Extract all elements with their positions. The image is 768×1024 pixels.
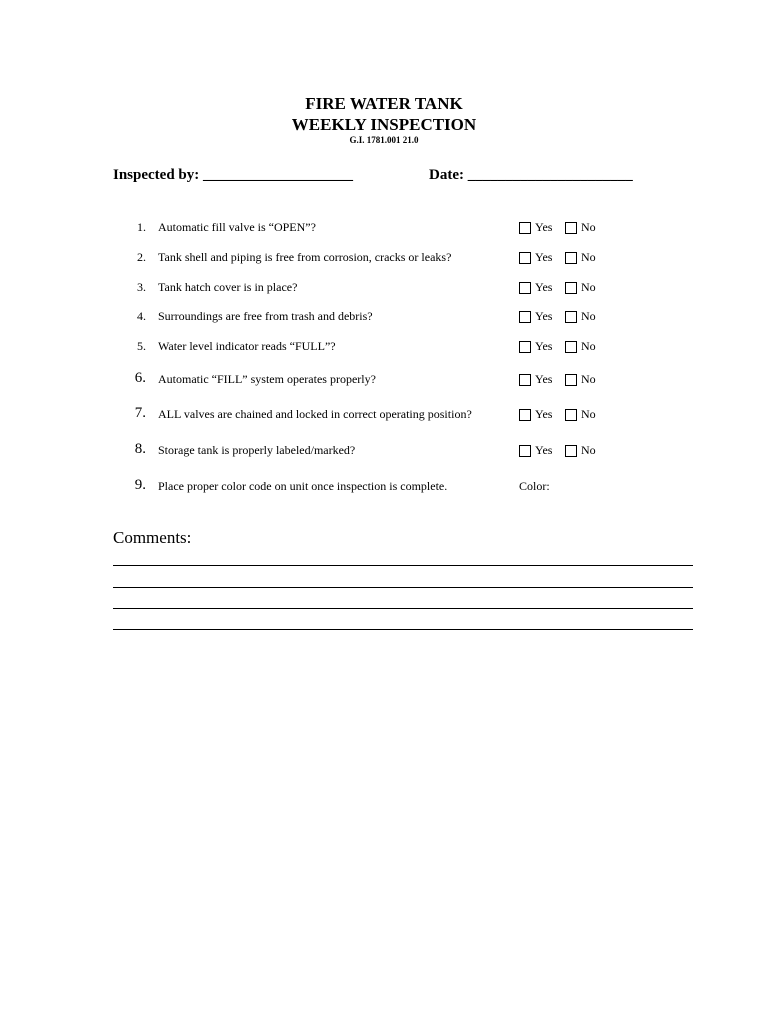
no-label: No (581, 443, 596, 457)
yes-checkbox[interactable] (519, 311, 531, 323)
color-label: Color: (519, 479, 550, 493)
question-text: ALL valves are chained and locked in correct operating position? (158, 407, 472, 421)
no-option[interactable] (565, 280, 596, 295)
form-title-line2: WEEKLY INSPECTION (291, 115, 477, 134)
comment-line[interactable] (113, 629, 693, 630)
comments-label: Comments: (113, 528, 192, 547)
form-title-line1: FIRE WATER TANK (305, 94, 463, 113)
yes-option[interactable] (519, 309, 552, 324)
yes-label: Yes (535, 372, 553, 386)
yes-option[interactable] (519, 407, 552, 422)
question-row-1 (0, 220, 768, 244)
no-label: No (581, 280, 596, 294)
no-option[interactable] (565, 407, 596, 422)
no-option[interactable] (565, 250, 596, 265)
yes-label: Yes (535, 250, 553, 264)
yes-option[interactable] (519, 250, 552, 265)
question-text: Place proper color code on unit once inspection is complete. (158, 479, 448, 493)
yes-checkbox[interactable] (519, 222, 531, 234)
yes-checkbox[interactable] (519, 374, 531, 386)
question-row-6 (0, 372, 768, 396)
question-text: Automatic fill valve is “OPEN”? (158, 220, 316, 234)
question-row-3 (0, 280, 768, 304)
date-field[interactable]: Date: ______________________ (429, 167, 633, 183)
question-number: 5. (137, 339, 146, 353)
no-checkbox[interactable] (565, 282, 577, 294)
question-number: 1. (137, 220, 146, 234)
question-number: 7. (134, 405, 146, 421)
question-number: 6. (134, 370, 146, 386)
no-label: No (581, 407, 596, 421)
comment-line[interactable] (113, 608, 693, 609)
question-row-8 (0, 443, 768, 467)
yes-label: Yes (535, 309, 553, 323)
no-option[interactable] (565, 339, 596, 354)
yes-option[interactable] (519, 280, 552, 295)
no-option[interactable] (565, 309, 596, 324)
yes-label: Yes (535, 443, 553, 457)
comment-line[interactable] (113, 565, 693, 566)
question-text: Surroundings are free from trash and debris? (158, 309, 373, 323)
no-checkbox[interactable] (565, 341, 577, 353)
question-number: 3. (137, 280, 146, 294)
question-row-7 (0, 407, 768, 431)
no-checkbox[interactable] (565, 311, 577, 323)
no-label: No (581, 309, 596, 323)
question-number: 9. (134, 477, 146, 493)
document-number: G.I. 1781.001 21.0 (349, 135, 419, 145)
yes-option[interactable] (519, 372, 552, 387)
no-option[interactable] (565, 372, 596, 387)
no-label: No (581, 250, 596, 264)
question-number: 2. (137, 250, 146, 264)
no-label: No (581, 220, 596, 234)
yes-checkbox[interactable] (519, 409, 531, 421)
question-text: Water level indicator reads “FULL”? (158, 339, 336, 353)
no-checkbox[interactable] (565, 374, 577, 386)
no-checkbox[interactable] (565, 445, 577, 457)
question-text: Tank shell and piping is free from corrosion, cracks or leaks? (158, 250, 452, 264)
question-row-9 (0, 479, 768, 503)
question-text: Tank hatch cover is in place? (158, 280, 298, 294)
question-row-5 (0, 339, 768, 363)
yes-checkbox[interactable] (519, 252, 531, 264)
question-text: Storage tank is properly labeled/marked? (158, 443, 356, 457)
yes-label: Yes (535, 407, 553, 421)
comment-line[interactable] (113, 587, 693, 588)
question-row-4 (0, 309, 768, 333)
yes-checkbox[interactable] (519, 282, 531, 294)
yes-option[interactable] (519, 339, 552, 354)
yes-checkbox[interactable] (519, 341, 531, 353)
question-text: Automatic “FILL” system operates properly? (158, 372, 376, 386)
question-number: 4. (137, 309, 146, 323)
yes-option[interactable] (519, 220, 552, 235)
no-checkbox[interactable] (565, 222, 577, 234)
no-label: No (581, 339, 596, 353)
no-checkbox[interactable] (565, 252, 577, 264)
question-row-2 (0, 250, 768, 274)
no-checkbox[interactable] (565, 409, 577, 421)
yes-label: Yes (535, 280, 553, 294)
inspected-by-field[interactable]: Inspected by: ____________________ (113, 167, 354, 183)
no-label: No (581, 372, 596, 386)
yes-option[interactable] (519, 443, 552, 458)
yes-label: Yes (535, 220, 553, 234)
no-option[interactable] (565, 443, 596, 458)
no-option[interactable] (565, 220, 596, 235)
question-number: 8. (134, 441, 146, 457)
yes-label: Yes (535, 339, 553, 353)
yes-checkbox[interactable] (519, 445, 531, 457)
